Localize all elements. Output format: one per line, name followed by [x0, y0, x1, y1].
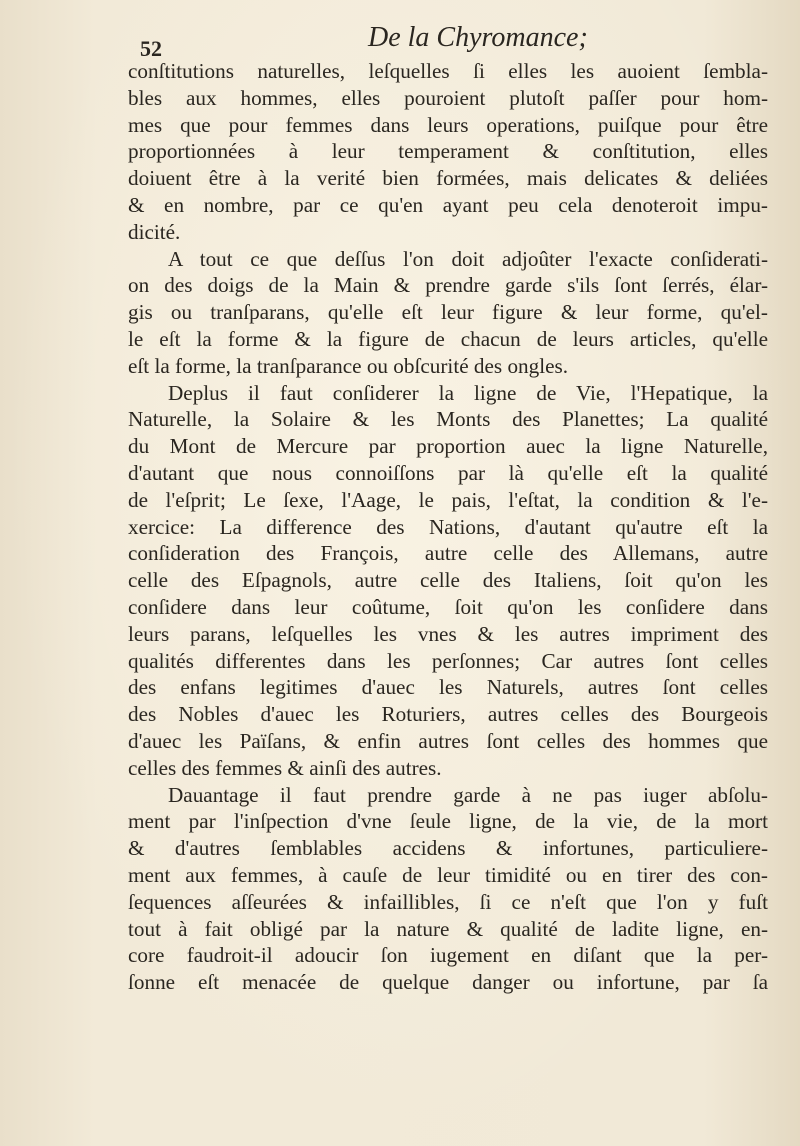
- text-line: d'autant que nous connoiſſons par là qu'elle eſt la qualité: [128, 460, 768, 485]
- text-line: & en nombre, par ce qu'en ayant peu cela denoteroit impu-: [128, 192, 768, 217]
- text-line: des Nobles d'auec les Roturiers, autres celles des Bourgeois: [128, 702, 768, 727]
- text-line: ment aux femmes, à cauſe de leur timidité ou en tirer des con-: [128, 862, 768, 887]
- text-line: Naturelle, la Solaire & les Monts des Planettes; La qualité: [128, 407, 768, 432]
- text-line: & d'autres ſemblables accidens & infortunes, particuliere-: [128, 836, 768, 861]
- text-line: conſidere dans leur coûtume, ſoit qu'on les conſidere dans: [128, 594, 768, 619]
- text-line: ſonne eſt menacée de quelque danger ou infortune, par ſa: [128, 970, 768, 995]
- text-line: xercice: La difference des Nations, d'autant qu'autre eſt la: [128, 514, 768, 539]
- text-line: des enfans legitimes d'auec les Naturels, autres ſont celles: [128, 675, 768, 700]
- text-line: d'auec les Païſans, & enfin autres ſont celles des hommes que: [128, 728, 768, 753]
- text-line: le eſt la forme & la figure de chacun de leurs articles, qu'elle: [128, 326, 768, 351]
- page-header: [128, 14, 768, 64]
- text-line: dicité.: [128, 219, 181, 244]
- text-line: de l'eſprit; Le ſexe, l'Aage, le pais, l'eſtat, la condition & l'e-: [128, 487, 768, 512]
- text-body: [128, 58, 768, 996]
- text-line: tout à fait obligé par la nature & qualité de ladite ligne, en-: [128, 916, 768, 941]
- text-line: Deplus il faut conſiderer la ligne de Vie, l'Hepatique, la: [168, 380, 768, 405]
- text-line: doiuent être à la verité bien formées, mais delicates & deliées: [128, 166, 768, 191]
- text-line: conſideration des François, autre celle des Allemans, autre: [128, 541, 768, 566]
- text-line: proportionnées à leur temperament & conſtitution, elles: [128, 139, 768, 164]
- text-line: eſt la forme, la tranſparance ou obſcurité des ongles.: [128, 353, 569, 378]
- text-line: Dauantage il faut prendre garde à ne pas iuger abſolu-: [168, 782, 768, 807]
- paragraph: [128, 782, 768, 996]
- text-line: A tout ce que deſſus l'on doit adjoûter l'exacte conſiderati-: [168, 246, 768, 271]
- running-head: De la Chyromance;: [368, 22, 588, 53]
- text-line: leurs parans, leſquelles les vnes & les autres impriment des: [128, 621, 768, 646]
- paragraph: [128, 380, 768, 782]
- text-line: conſtitutions naturelles, leſquelles ſi elles les auoient ſembla-: [128, 59, 768, 83]
- paragraph: [128, 246, 768, 380]
- text-line: celles des femmes & ainſi des autres.: [128, 755, 442, 780]
- text-line: celle des Eſpagnols, autre celle des Italiens, ſoit qu'on les: [128, 568, 768, 593]
- text-line: bles aux hommes, elles pouroient plutoſt paſſer pour hom-: [128, 85, 768, 110]
- text-line: on des doigs de la Main & prendre garde s'ils ſont ſerrés, élar-: [128, 273, 768, 298]
- text-line: du Mont de Mercure par proportion auec la ligne Naturelle,: [128, 434, 768, 459]
- text-line: mes que pour femmes dans leurs operations, puiſque pour être: [128, 112, 768, 137]
- text-line: ment par l'inſpection d'vne ſeule ligne, de la vie, de la mort: [128, 809, 768, 834]
- text-line: gis ou tranſparans, qu'elle eſt leur figure & leur forme, qu'el-: [128, 300, 768, 325]
- text-line: core faudroit-il adoucir ſon iugement en diſant que la per-: [128, 943, 768, 968]
- text-line: qualités differentes dans les perſonnes; Car autres ſont celles: [128, 648, 768, 673]
- paragraph: [128, 58, 768, 246]
- text-line: ſequences aſſeurées & infaillibles, ſi ce n'eſt que l'on y fuſt: [128, 889, 768, 914]
- page-number: 52: [140, 36, 162, 61]
